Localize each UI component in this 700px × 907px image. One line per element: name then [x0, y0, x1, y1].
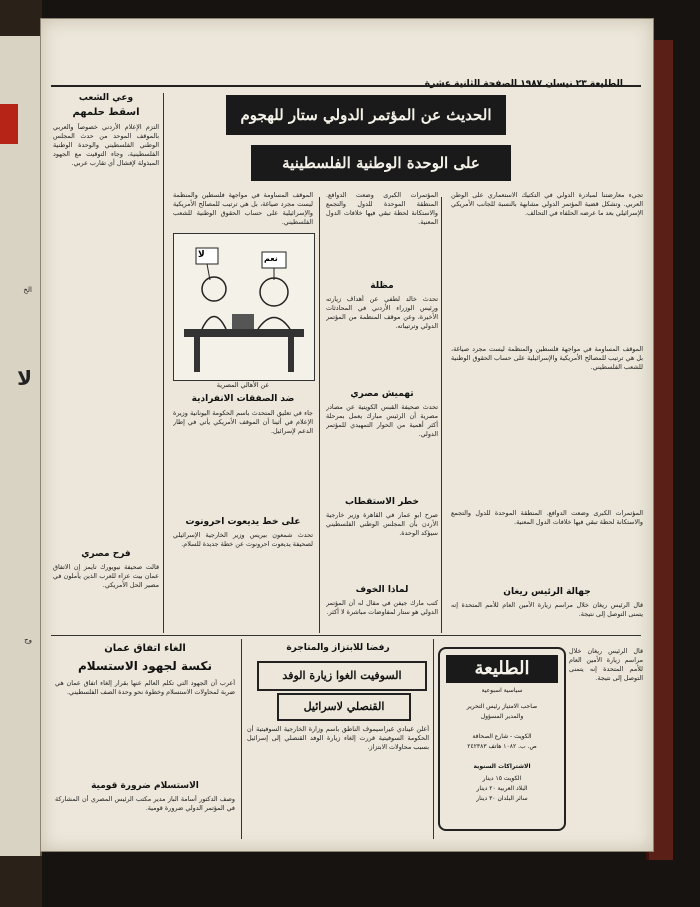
main-subhead-1: مظلة [370, 281, 394, 291]
main-body-7: كتب مارك جيفن في مقال له أن المؤتمر الدولي هو ستار لمفاوضات مباشرة لا أكثر. [326, 599, 438, 616]
left-body: التزم الإعلام الأردني خصوصاً والعربي بالموقف الموحد من حدث المجلس الوطني الفلسطيني والوحدة الوطنية الفلسطينية، وجاء التوقيت مع الجهود المبذولة لإفشال أي تقارب عربي. [53, 123, 159, 167]
bottom-mid-headline-2: القنصلي لاسرائيل [277, 693, 411, 721]
bottom-mid-kicker: رفضا للابتزاز والمتاجرة [286, 643, 390, 653]
masthead-line: والمدير المسؤول [480, 713, 524, 720]
mid-headline: ضد الصفقات الانفرادية [191, 394, 295, 404]
masthead-line: سائر البلدان ٣٠ دينار [476, 795, 528, 802]
column-rule [441, 197, 442, 633]
cartoon-caption: عن الأهالي المصرية [216, 381, 270, 389]
prev-page-text: وج [24, 636, 32, 644]
cartoon-sign-left: لا [198, 250, 205, 260]
cartoon-drawing [174, 234, 314, 380]
main-body-2a: المؤتمرات الكبرى وضعت الدوافع. المنطقة الموحدة للدول والتجمع والاستكانة لحظة تبقي فيها خلافات الدول المعنية. [326, 191, 438, 226]
masthead-line: صاحب الامتياز رئيس التحرير [466, 703, 538, 710]
bottom-mid-body: أعلن غينادي غيراسيموف الناطق باسم وزارة الخارجية السوفيتية أن الحكومة السوفيتية قررت إلغاء زيارة الوفد القنصلي إلى إسرائيل بسبب محاولات الابتزاز. [247, 725, 429, 751]
prev-page-text: الخ [23, 286, 32, 294]
cartoon-lead-text: الموقف المساومة في مواجهة فلسطين والمنظمة ليست مجرد صياغة، بل هي ترتيب للمصالح الأمريكية والإسرائيلية على حساب الحقوق الوطنية للشعب الفلسطيني. [173, 191, 313, 226]
left-kicker: وعي الشعب [78, 93, 134, 103]
main-subhead-2: تهميش مصري [350, 389, 414, 399]
main-body-6: صرح ابو عمار في القاهرة وزير خارجية الأردن بأن المجلس الوطني الفلسطيني سيؤكد الوحدة. [326, 511, 438, 537]
masthead-subtitle: سياسية اسبوعية [481, 687, 523, 694]
column-rule [433, 639, 434, 839]
bottom-mid-headline-1: السوفيت الغوا زيارة الوفد [257, 661, 427, 691]
mid-subhead: على خط يديعوت احرونوت [185, 517, 301, 527]
cartoon-sign-right: نعم [264, 254, 278, 263]
bottom-left-subhead: الاستسلام ضرورة قومية [91, 781, 199, 791]
main-body-8: قال الرئيس ريغان خلال مراسم زيارة الأمين العام للأمم المتحدة إنه يتمنى التوصل إلى نتيجة. [451, 601, 643, 618]
main-headline-1: الحديث عن المؤتمر الدولي ستار للهجوم [226, 95, 506, 135]
bottom-left-body-2: وصف الدكتور أسامة الباز مدير مكتب الرئيس المصري أن المشاركة في المؤتمر الدولي ضرورة قومية. [55, 795, 235, 812]
column-rule [241, 639, 242, 839]
main-body-3: المؤتمرات الكبرى وضعت الدوافع. المنطقة الموحدة للدول والتجمع والاستكانة لحظة تبقي فيها خلافات الدول المعنية. [451, 509, 643, 526]
mid-body: جاء في تعليق المتحدث باسم الحكومة اليونانية وزيرة الإعلام في أثينا أن الموقف الأمريكي يأتي في إطار الدعم لإسرائيل. [173, 409, 313, 435]
main-headline-2: على الوحدة الوطنية الفلسطينية [251, 145, 511, 181]
masthead-line: الاشتراكات السنوية [473, 763, 531, 770]
newspaper-page [40, 18, 654, 852]
bottom-left-headline: نكسة لجهود الاستسلام [78, 659, 212, 673]
left-body-2: قالت صحيفة نيويورك تايمز إن الاتفاق عمان بيت عزاء للعرب الذين يأملون في مصير الحل الأمريكي. [53, 563, 159, 589]
bottom-left-body: أعرب أن الجهود التي تكلم العالم عنها بقرار إلغاء اتفاق عمان هي ضربة لمحاولات الاستسلام وخطوة نحو وحدة الصف الفلسطيني. [55, 679, 235, 696]
mid-body-2: تحدث شمعون بيريس وزير الخارجية الإسرائيلي لصحيفة يديعوت احرونوت عن خطة جديدة للسلام. [173, 531, 313, 548]
left-subhead: فرح مصري [81, 549, 131, 559]
prev-page-text: لا [17, 366, 32, 390]
main-body-4: تحدث خالد لطفي عن أهداف زيارته ورئيس الوزراء الأردني في المحادثات الأخيرة، وعن موقف المنظمة من المؤتمر الدولي وترتيباته. [326, 295, 438, 330]
main-body-1: تجيء معارضتنا لمبادرة الدولي في التكتيك الاستعماري على الوطن العربي. وتشكل قضية المؤتمر الدولي مشابهة بالنسبة للجانب الأمريكي الإسرائيلي بعد ما عرضه الحلفاء في التحالف. [451, 191, 643, 217]
header-rule [51, 85, 641, 87]
masthead-logo: الطليعة [446, 655, 558, 683]
political-cartoon [173, 233, 315, 381]
masthead-line: الكويت - شارع الصحافة [472, 733, 532, 740]
main-body-2: الموقف المساومة في مواجهة فلسطين والمنظمة ليست مجرد صياغة، بل هي ترتيب للمصالح الأمريكية والإسرائيلية على حساب الحقوق الوطنية للشعب الفلسطيني. [451, 345, 643, 371]
previous-page-edge [0, 36, 42, 856]
main-body-5: تحدث صحيفة القبس الكويتية عن مصادر مصرية أن الرئيس مبارك يعمل بمرحلة أكثر أهمية من الحوار التمهيدي للمؤتمر الدولي. [326, 403, 438, 438]
column-rule [319, 197, 320, 633]
masthead-line: ص. ب. ١٠٨٢ هاتف ٢٤٢٣٨٣ [467, 743, 537, 750]
column-rule [163, 93, 164, 633]
main-subhead-5: جهالة الرئيس ريغان [503, 587, 591, 597]
masthead-line: الكويت ١٥ دينار [482, 775, 522, 782]
bottom-right-body: قال الرئيس ريغان خلال مراسم زيارة الأمين العام للأمم المتحدة إنه يتمنى التوصل إلى نتيجة. [569, 647, 643, 682]
prev-page-red-block [0, 104, 18, 144]
section-rule [51, 635, 641, 636]
left-headline: اسقط حلمهم [72, 107, 140, 118]
page-header: الطليعة ٢٣ نيسان ١٩٨٧ الصفحة الثانية عشرة [424, 79, 623, 89]
masthead-box [438, 647, 566, 831]
bottom-left-headline-small: الغاء اتفاق عمان [104, 643, 186, 654]
main-subhead-3: خطر الاستقطاب [345, 497, 419, 507]
masthead-line: البلاد العربية ٢٠ دينار [476, 785, 528, 792]
main-subhead-4: لماذا الخوف [355, 585, 409, 595]
